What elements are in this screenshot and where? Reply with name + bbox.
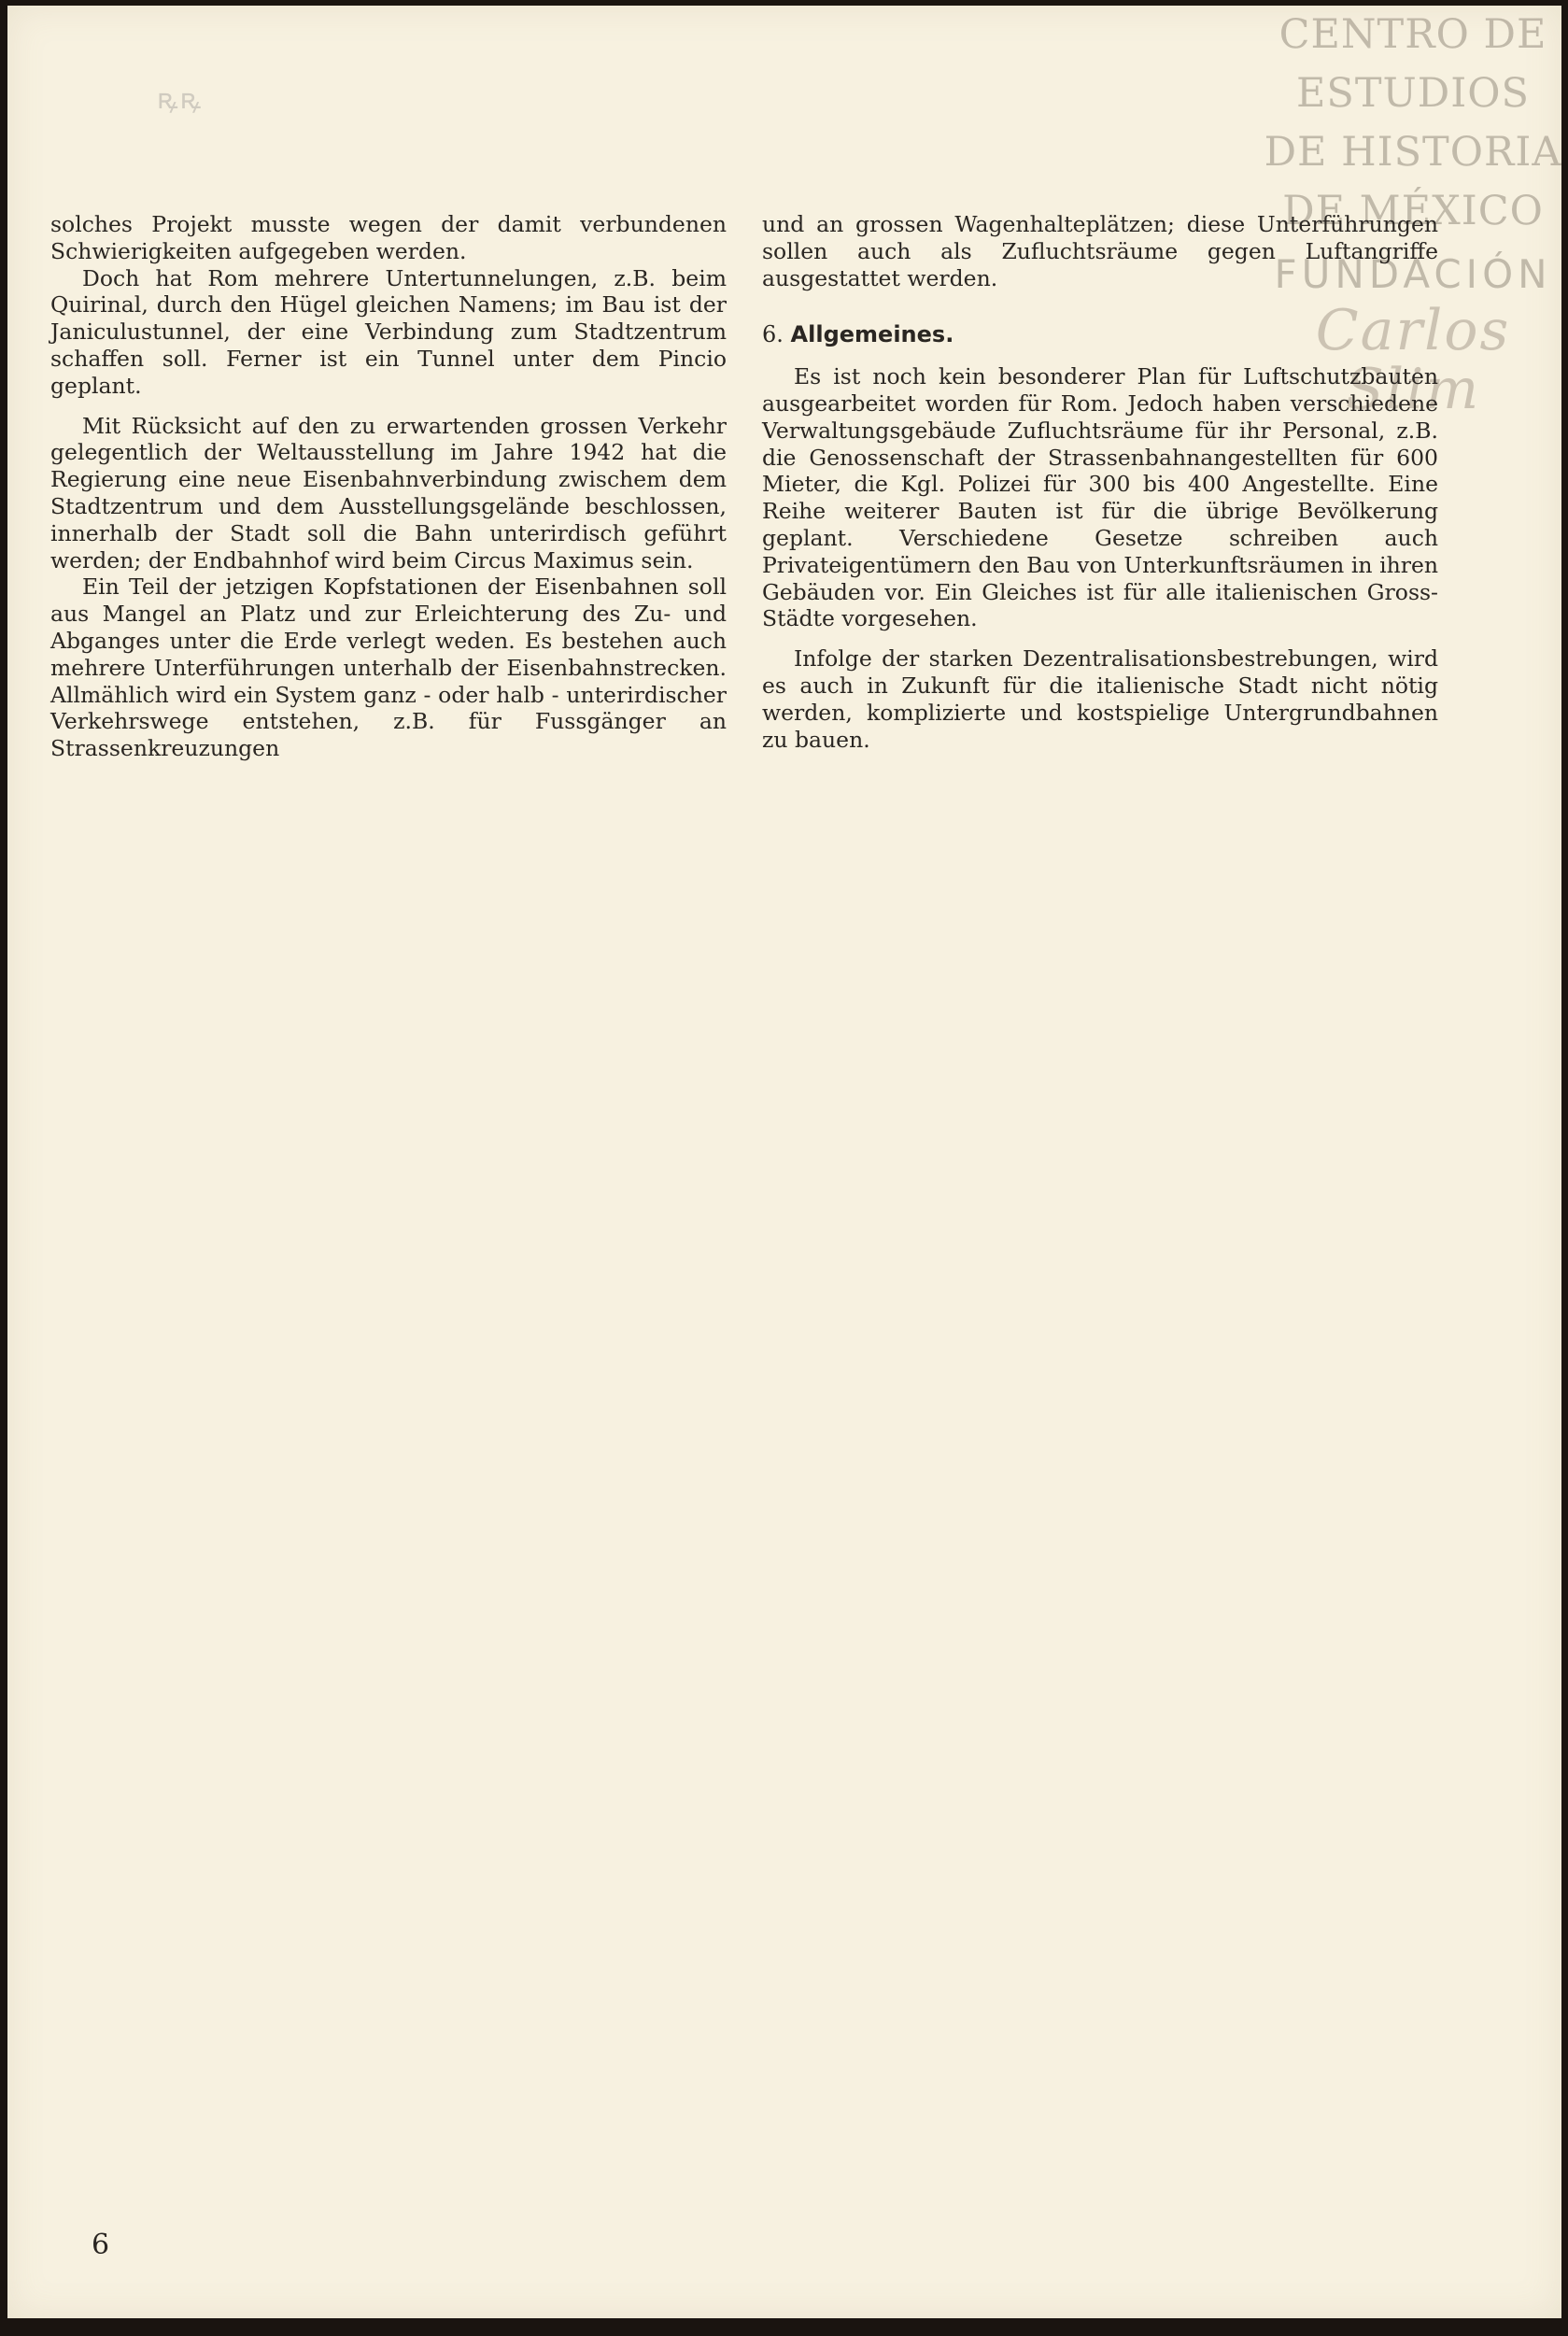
paragraph: Ein Teil der jetzigen Kopfstationen der Eisenbahnen soll aus Mangel an Platz und zur Erleichterung des Zu- und Abganges unter die Erde verlegt weden. Es bestehen auch mehrere Unterführungen unterhalb der Eisenbahnstrecken. Allmählich wird ein System ganz - oder halb - unterirdischer Verkehrswege entstehen, z.B. für Fussgänger an Strassenkreuzungen <box>50 573 727 762</box>
watermark-line: ESTUDIOS <box>1296 70 1530 117</box>
paragraph: Doch hat Rom mehrere Untertunnelungen, z.B. beim Quirinal, durch den Hügel gleichen Namens; im Bau ist der Janiculustunnel, der eine Verbindung zum Stadtzentrum schaffen soll. Ferner ist ein Tunnel unter dem Pincio geplant. <box>50 264 727 399</box>
left-column <box>50 211 727 762</box>
page-number: 6 <box>92 2229 110 2261</box>
watermark-line: CENTRO DE <box>1278 11 1547 58</box>
section-number: 6. <box>762 321 784 348</box>
section-title: Allgemeines. <box>790 321 954 348</box>
paragraph: und an grossen Wagenhalteplätzen; diese Unterführungen sollen auch als Zufluchtsräume gegen Luftangriffe ausgestattet werden. <box>762 211 1438 291</box>
watermark-foundation: FUNDACIÓN <box>1274 251 1552 297</box>
watermark-line: DE HISTORIA <box>1264 129 1562 176</box>
watermark-line: DE MÉXICO <box>1282 188 1544 234</box>
watermark-signature: Carlos Slim <box>1315 298 1511 422</box>
section-heading <box>762 321 1438 348</box>
paragraph: Infolge der starken Dezentralisationsbestrebungen, wird es auch in Zukunft für die italienische Stadt nicht nötig werden, komplizierte und kostspielige Untergrundbahnen zu bauen. <box>762 645 1438 753</box>
archive-stamp <box>157 78 260 116</box>
archive-stamp-text: ꝶꝶ <box>157 83 204 116</box>
right-column <box>762 211 1438 753</box>
paragraph: Es ist noch kein besonderer Plan für Luftschutzbauten ausgearbeitet worden für Rom. Jedoch haben verschiedene Verwaltungsgebäude Zufluchtsräume für ihr Personal, z.B. die Genossenschaft der Strassenbahnangestellten für 600 Mieter, die Kgl. Polizei für 300 bis 400 Angestellte. Eine Reihe weiterer Bauten ist für die übrige Bevölkerung geplant. Verschiedene Gesetze schreiben auch Privateigentümern den Bau von Unterkunftsräumen in ihren Gebäuden vor. Ein Gleiches ist für alle italienischen Gross-Städte vorgesehen. <box>762 363 1438 632</box>
paragraph: solches Projekt musste wegen der damit verbundenen Schwierigkeiten aufgegeben werden. <box>50 211 727 264</box>
document-page <box>7 6 1561 2318</box>
paragraph: Mit Rücksicht auf den zu erwartenden grossen Verkehr gelegentlich der Weltausstellung im Jahre 1942 hat die Regierung eine neue Eisenbahnverbindung zwischem dem Stadtzentrum und dem Ausstellungsgelände beschlossen, innerhalb der Stadt soll die Bahn unterirdisch geführt werden; der Endbahnhof wird beim Circus Maximus sein. <box>50 412 727 573</box>
